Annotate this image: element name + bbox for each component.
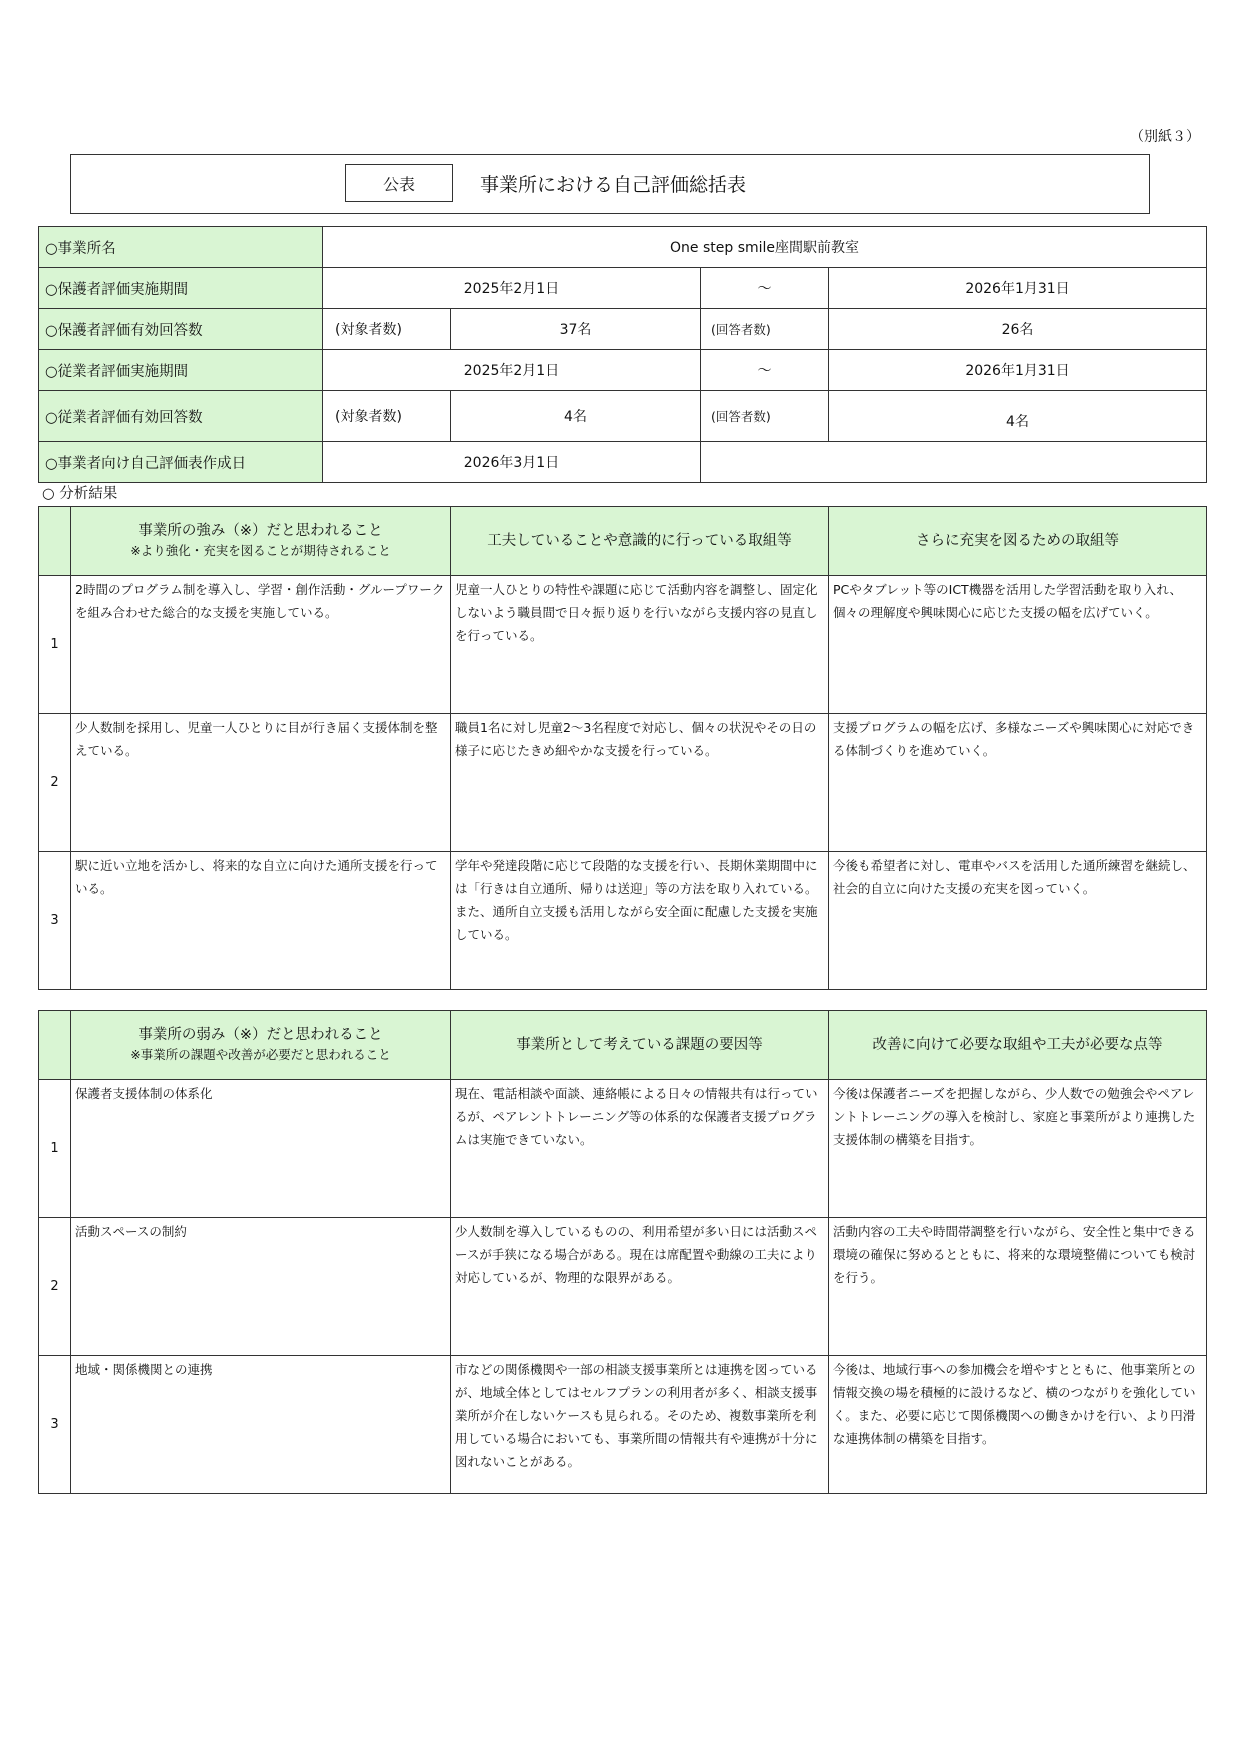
effort-cell: 職員1名に対し児童2～3名程度で対応し、個々の状況やその日の様子に応じたきめ細やかな支援を行っている。 [451,714,829,852]
created-label: ○事業者向け自己評価表作成日 [39,442,323,483]
office-value: One step smile座間駅前教室 [323,227,1207,268]
created-empty [701,442,1207,483]
strength-cell: 駅に近い立地を活かし、将来的な自立に向けた通所支援を行っている。 [71,852,451,990]
weakness-cell: 保護者支援体制の体系化 [71,1080,451,1218]
info-row-staff-responses [39,391,1207,442]
enhancement-cell: PCやタブレット等のICT機器を活用した学習活動を取り入れ、個々の理解度や興味関心に応じた支援の幅を広げていく。 [829,576,1207,714]
row-number: 3 [39,852,71,990]
row-number: 1 [39,1080,71,1218]
strengths-header-col1 [71,507,451,576]
row-number: 1 [39,576,71,714]
weaknesses-header-row [39,1011,1207,1080]
cause-cell: 市などの関係機関や一部の相談支援事業所とは連携を図っているが、地域全体としてはセルフプランの利用者が多く、相談支援事業所が介在しないケースも見られる。そのため、複数事業所を利用している場合においても、事業所間の情報共有や連携が十分に図れないことがある。 [451,1356,829,1494]
strength-cell: 2時間のプログラム制を導入し、学習・創作活動・グループワークを組み合わせた総合的な支援を実施している。 [71,576,451,714]
parent-target-label: (対象者数) [323,309,451,350]
strengths-table [38,506,1207,990]
info-row-parent-responses [39,309,1207,350]
weaknesses-header-col1 [71,1011,451,1080]
staff-responses-label: ○従業者評価有効回答数 [39,391,323,442]
effort-cell: 学年や発達段階に応じて段階的な支援を行い、長期休業期間中には「行きは自立通所、帰りは送迎」等の方法を取り入れている。また、通所自立支援も活用しながら安全面に配慮した支援を実施している。 [451,852,829,990]
row-number: 2 [39,1218,71,1356]
office-label: ○事業所名 [39,227,323,268]
parent-period-end: 2026年1月31日 [829,268,1207,309]
staff-period-label: ○従業者評価実施期間 [39,350,323,391]
table-row [39,714,1207,852]
weaknesses-header-main: 事業所の弱み（※）だと思われること [138,1027,383,1043]
strengths-header-col2: 工夫していることや意識的に行っている取組等 [451,507,829,576]
parent-responses-label: ○保護者評価有効回答数 [39,309,323,350]
enhancement-cell: 今後も希望者に対し、電車やバスを活用した通所練習を継続し、社会的自立に向けた支援の充実を図っていく。 [829,852,1207,990]
staff-target-value: 4名 [451,391,701,442]
improvement-cell: 今後は保護者ニーズを把握しながら、少人数での勉強会やペアレントトレーニングの導入を検討し、家庭と事業所がより連携した支援体制の構築を目指す。 [829,1080,1207,1218]
weaknesses-header-num [39,1011,71,1080]
info-table [38,226,1207,483]
weaknesses-table [38,1010,1207,1494]
analysis-heading: ○ 分析結果 [42,486,118,502]
parent-respondent-label: (回答者数) [701,309,829,350]
strengths-header-num [39,507,71,576]
table-row [39,852,1207,990]
staff-target-label: (対象者数) [323,391,451,442]
weakness-cell: 活動スペースの制約 [71,1218,451,1356]
parent-period-sep: ～ [701,268,829,309]
effort-cell: 児童一人ひとりの特性や課題に応じて活動内容を調整し、固定化しないよう職員間で日々振り返りを行いながら支援内容の見直しを行っている。 [451,576,829,714]
staff-period-sep: ～ [701,350,829,391]
staff-respondent-label: (回答者数) [701,391,829,442]
staff-period-start: 2025年2月1日 [323,350,701,391]
info-row-created [39,442,1207,483]
table-row [39,576,1207,714]
improvement-cell: 活動内容の工夫や時間帯調整を行いながら、安全性と集中できる環境の確保に努めるとともに、将来的な環境整備についても検討を行う。 [829,1218,1207,1356]
weaknesses-header-col3: 改善に向けて必要な取組や工夫が必要な点等 [829,1011,1207,1080]
info-row-parent-period [39,268,1207,309]
strengths-header-sub: ※より強化・充実を図ることが期待されること [130,543,391,558]
weaknesses-header-sub: ※事業所の課題や改善が必要だと思われること [130,1047,391,1062]
page-title: 事業所における自己評価総括表 [480,174,747,196]
parent-period-label: ○保護者評価実施期間 [39,268,323,309]
cause-cell: 現在、電話相談や面談、連絡帳による日々の情報共有は行っているが、ペアレントトレーニング等の体系的な保護者支援プログラムは実施できていない。 [451,1080,829,1218]
cause-cell: 少人数制を導入しているものの、利用希望が多い日には活動スペースが手狭になる場合がある。現在は席配置や動線の工夫により対応しているが、物理的な限界がある。 [451,1218,829,1356]
row-number: 2 [39,714,71,852]
weaknesses-header-col2: 事業所として考えている課題の要因等 [451,1011,829,1080]
created-value: 2026年3月1日 [323,442,701,483]
table-row [39,1356,1207,1494]
enhancement-cell: 支援プログラムの幅を広げ、多様なニーズや興味関心に対応できる体制づくりを進めていく。 [829,714,1207,852]
table-row [39,1080,1207,1218]
info-row-office [39,227,1207,268]
parent-respondent-value: 26名 [829,309,1207,350]
strengths-header-col3: さらに充実を図るための取組等 [829,507,1207,576]
strength-cell: 少人数制を採用し、児童一人ひとりに目が行き届く支援体制を整えている。 [71,714,451,852]
row-number: 3 [39,1356,71,1494]
strengths-header-row [39,507,1207,576]
improvement-cell: 今後は、地域行事への参加機会を増やすとともに、他事業所との情報交換の場を積極的に設けるなど、横のつながりを強化していく。また、必要に応じて関係機関への働きかけを行い、より円滑な連携体制の構築を目指す。 [829,1356,1207,1494]
attachment-label: （別紙３） [1130,129,1200,145]
weakness-cell: 地域・関係機関との連携 [71,1356,451,1494]
strengths-header-main: 事業所の強み（※）だと思われること [138,523,383,539]
public-badge: 公表 [345,164,453,202]
parent-target-value: 37名 [451,309,701,350]
parent-period-start: 2025年2月1日 [323,268,701,309]
table-row [39,1218,1207,1356]
staff-respondent-value: 4名 [829,391,1207,442]
info-row-staff-period [39,350,1207,391]
staff-period-end: 2026年1月31日 [829,350,1207,391]
